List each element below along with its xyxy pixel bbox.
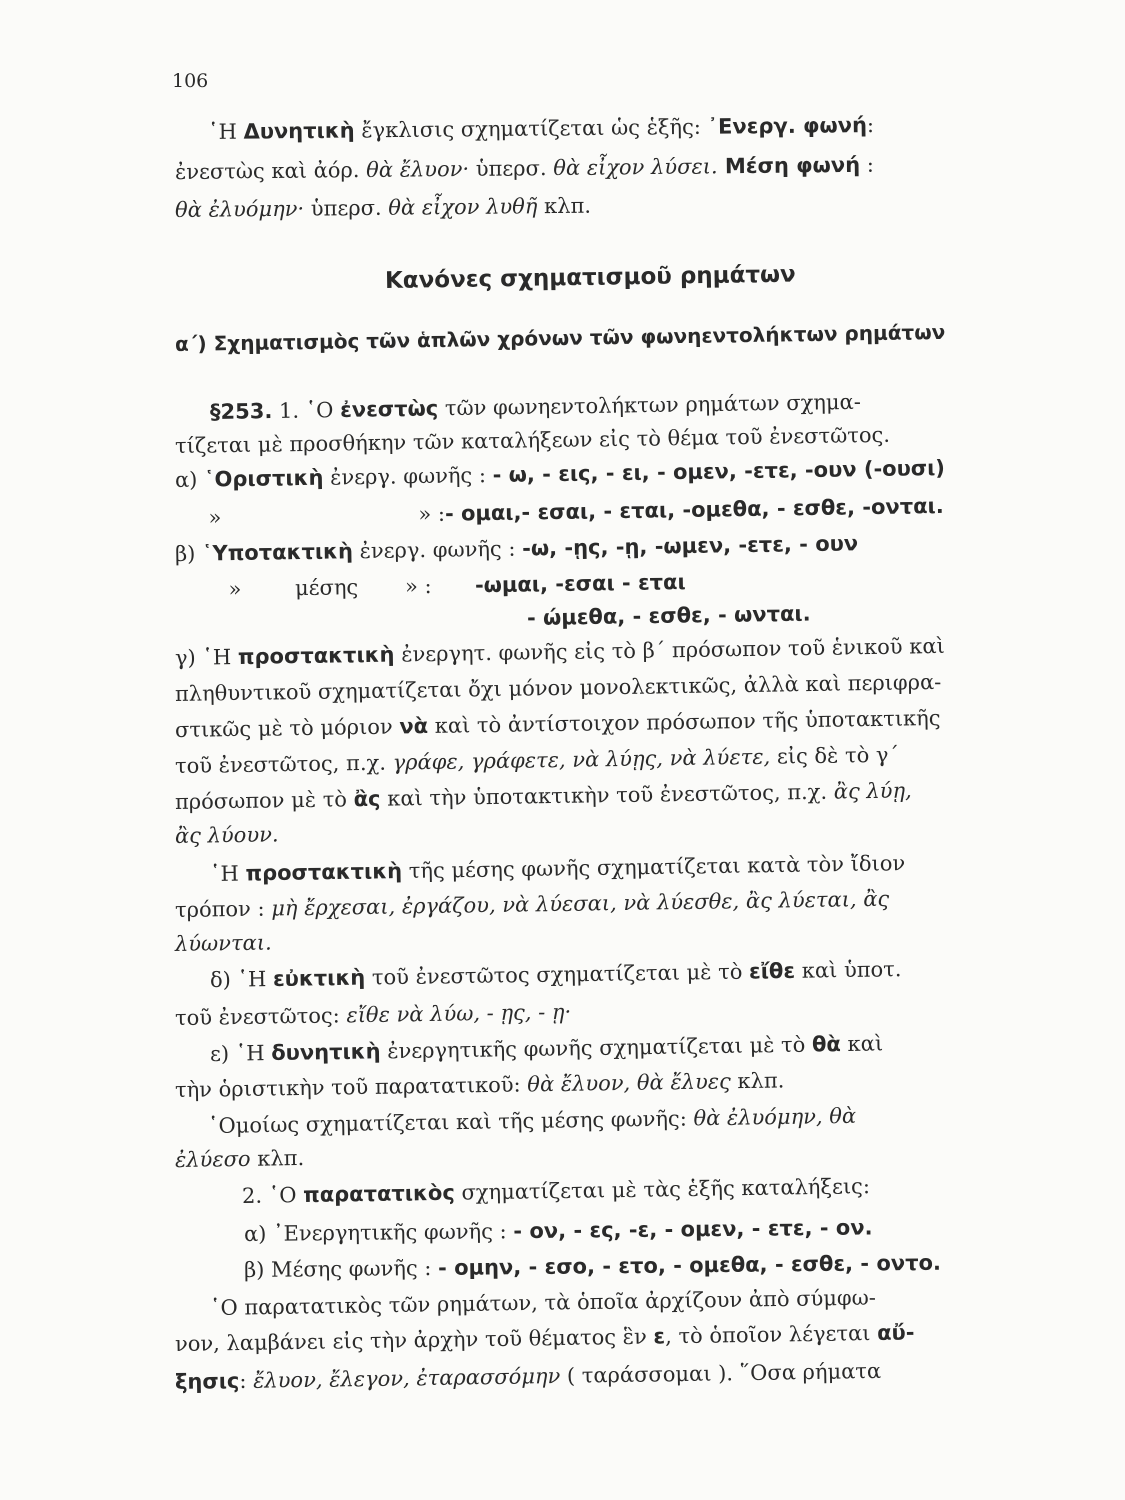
ypotaktiki-middle-line-2: - ώμεθα, - εσθε, - ωνται. <box>526 601 811 630</box>
augment-line-3: ξησις: ἔλυον, ἔλεγον, ἐταρασσόμην ( ταράσσομαι ). ῞Οσα ρήματα <box>174 1358 882 1394</box>
epsilon-line-4: ἐλύεσο κλπ. <box>174 1145 305 1172</box>
epsilon-line-1: ε) ῾Η δυνητικὴ ἐνεργητικῆς φωνῆς σχηματίζεται μὲ τὸ θὰ καὶ <box>209 1031 884 1066</box>
intro-line-3: θὰ ἐλυόμην· ὑπερσ. θὰ εἶχον λυθῆ κλπ. <box>174 193 592 222</box>
oristiki-active-line: α) ῾Οριστικὴ ἐνεργ. φωνῆς : - ω, - εις, - ει, - ομεν, -ετε, -ουν (-ουσι) <box>174 455 946 492</box>
section-heading: Κανόνες σχηματισμοῦ ρημάτων <box>384 261 796 294</box>
gamma-middle-line-1: ῾Η προστακτικὴ τῆς μέσης φωνῆς σχηματίζεται κατὰ τὸν ἴδιον <box>209 851 906 886</box>
paratatikos-middle-line: β) Μέσης φωνῆς : - ομην, - εσο, - ετο, - ομεθα, - εσθε, - οντο. <box>243 1250 942 1282</box>
oristiki-middle-line: » » :- ομαι,- εσαι, - εται, -ομεθα, - εσθε, -ονται. <box>208 493 944 530</box>
paratatikos-active-line: α) ᾿Ενεργητικῆς φωνῆς : - ον, - ες, -ε, - ομεν, - ετε, - ον. <box>243 1215 873 1246</box>
gamma-line-1: γ) ῾Η προστακτικὴ ἐνεργητ. φωνῆς εἰς τὸ β΄ πρόσωπον τοῦ ἑνικοῦ καὶ <box>174 633 945 670</box>
page-number: 106 <box>172 70 209 92</box>
intro-line-1: ῾Η Δυνητικὴ ἔγκλισις σχηματίζεται ὡς ἑξῆς: ᾿Ενεργ. φωνή: <box>207 113 875 144</box>
delta-line-1: δ) ῾Η εὐκτικὴ τοῦ ἐνεστῶτος σχηματίζεται μὲ τὸ εἴθε καὶ ὑποτ. <box>209 957 902 992</box>
gamma-line-5: πρόσωπον μὲ τὸ ἂς καὶ τὴν ὑποτακτικὴν τοῦ ἐνεστῶτος, π.χ. ἂς λύῃ, <box>174 778 912 814</box>
gamma-line-2: πληθυντικοῦ σχηματίζεται ὄχι μόνον μονολεκτικῶς, ἀλλὰ καὶ περιφρα- <box>174 669 942 706</box>
gamma-line-4: τοῦ ἐνεστῶτος, π.χ. γράφε, γράφετε, νὰ λύῃς, νὰ λύετε, εἰς δὲ τὸ γ΄ <box>174 742 900 778</box>
ypotaktiki-middle-line: » μέσης » : -ωμαι, -εσαι - εται <box>228 569 686 602</box>
para-253-line-2: τίζεται μὲ προσθήκην τῶν καταλήξεων εἰς τὸ θέμα τοῦ ἐνεστῶτος. <box>174 422 891 458</box>
gamma-line-6: ἂς λύουν. <box>174 822 279 848</box>
ypotaktiki-active-line: β) ῾Υποτακτικὴ ἐνεργ. φωνῆς : -ω, -ῃς, -ῃ, -ωμεν, -ετε, - ουν <box>174 531 859 566</box>
epsilon-line-2: τὴν ὁριστικὴν τοῦ παρατατικοῦ: θὰ ἔλυον, θὰ ἔλυες κλπ. <box>174 1068 785 1102</box>
para-253-line-1: §253. 1. ῾Ο ἐνεστὼς τῶν φωνηεντολήκτων ρημάτων σχημα- <box>209 389 862 424</box>
augment-line-1: ῾Ο παρατατικὸς τῶν ρημάτων, τὰ ὁποῖα ἀρχίζουν ἀπὸ σύμφω- <box>209 1285 877 1320</box>
gamma-middle-line-2: τρόπον : μὴ ἔρχεσαι, ἐργάζου, νὰ λύεσαι, νὰ λύεσθε, ἂς λύεται, ἂς <box>174 886 890 922</box>
intro-line-2: ἐνεστὼς καὶ ἀόρ. θὰ ἔλυον· ὑπερσ. θὰ εἶχον λύσει. Μέση φωνή : <box>174 152 874 184</box>
gamma-line-3: στικῶς μὲ τὸ μόριον νὰ καὶ τὸ ἀντίστοιχον πρόσωπον τῆς ὑποτακτικῆς <box>174 705 941 742</box>
delta-line-2: τοῦ ἐνεστῶτος: εἴθε νὰ λύω, - ῃς, - ῃ· <box>174 999 572 1030</box>
gamma-middle-line-3: λύωνται. <box>174 930 272 956</box>
paratatikos-line-1: 2. ῾Ο παρατατικὸς σχηματίζεται μὲ τὰς ἑξῆς καταλήξεις: <box>241 1174 871 1208</box>
section-subheading: α΄) Σχηματισμὸς τῶν ἁπλῶν χρόνων τῶν φωνηεντολήκτων ρημάτων <box>174 319 946 356</box>
epsilon-line-3: ῾Ομοίως σχηματίζεται καὶ τῆς μέσης φωνῆς: θὰ ἐλυόμην, θὰ <box>207 1103 857 1138</box>
augment-line-2: νον, λαμβάνει εἰς τὴν ἀρχὴν τοῦ θέματος ἓν ε, τὸ ὁποῖον λέγεται αὔ- <box>174 1320 915 1356</box>
